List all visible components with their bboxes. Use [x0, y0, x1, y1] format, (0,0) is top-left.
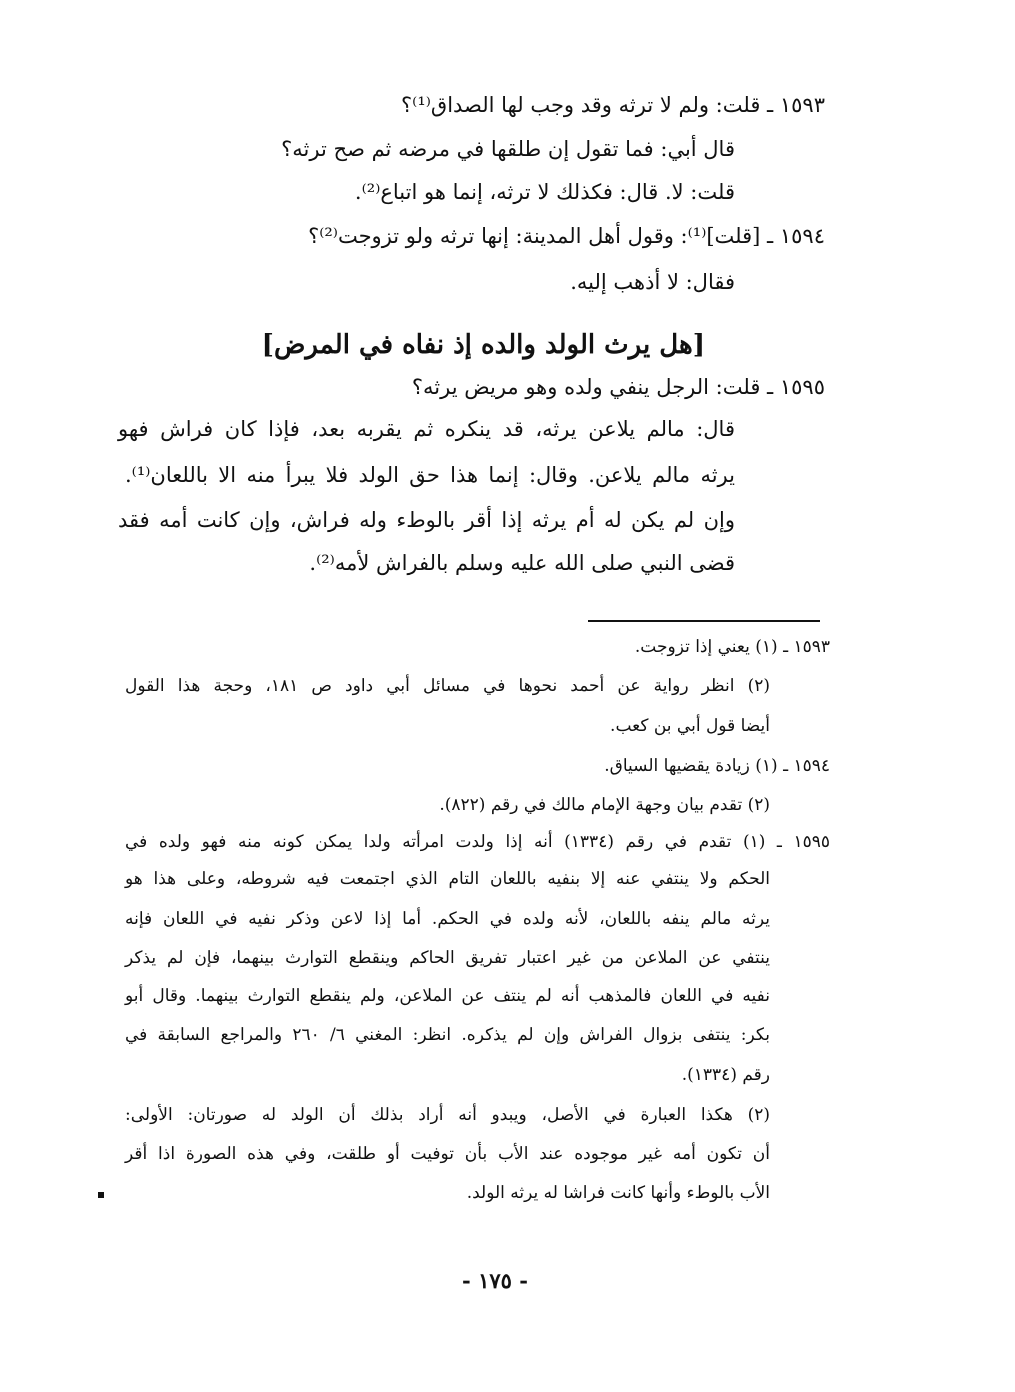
- text-line: يرثه مالم يلاعن. وقال: إنما هذا حق الولد فلا يبرأ منه الا باللعان⁽¹⁾.: [125, 463, 735, 487]
- footnote-line: الأب بالوطء وأنها كانت فراشا له يرثه الولد.: [466, 1183, 770, 1203]
- entry-1595-line: ١٥٩٥ ـ قلت: الرجل ينفي ولده وهو مريض يرثه؟: [411, 375, 825, 399]
- footnote-1593-2: (٢) انظر رواية عن أحمد نحوها في مسائل أبي داود ص ١٨١، وحجة هذا القول: [125, 676, 770, 696]
- section-heading: [هل يرث الولد والده إذ نفاه في المرض]: [261, 330, 705, 360]
- footnote-line: ينتفي عن الملاعن من غير اعتبار تفريق الحاكم وينقطع التوارث بينهما، فإن لم يذكر: [125, 948, 770, 968]
- footnote-separator: [588, 620, 820, 622]
- footnote-1595-2: (٢) هكذا العبارة في الأصل، ويبدو أنه أراد بذلك أن الولد له صورتان: الأولى:: [125, 1105, 770, 1125]
- text-line: قضى النبي صلى الله عليه وسلم بالفراش لأمه⁽²⁾.: [309, 551, 735, 575]
- text-line: قلت: لا. قال: فكذلك لا ترثه، إنما هو اتباع⁽²⁾.: [354, 180, 735, 204]
- footnote-line: بكر: ينتفى بزوال الفراش وإن لم يذكره. انظر: المغني ٦/ ٢٦٠ والمراجع السابقة في: [125, 1025, 770, 1045]
- footnote-line: رقم (١٣٣٤).: [681, 1065, 770, 1085]
- footnote-line: يرثه مالم ينفه باللعان، لأنه ولده في الحكم. أما إذا لاعن وذكر نفيه في اللعان فإنه: [125, 909, 770, 929]
- footnote-1595-1: ١٥٩٥ ـ (١) تقدم في رقم (١٣٣٤) أنه إذا ولدت امرأته ولدا يمكن كونه منه فهو ولده في: [125, 832, 831, 852]
- text-line: فقال: لا أذهب إليه.: [570, 270, 735, 294]
- footnote-line: أيضا قول أبي بن كعب.: [610, 716, 770, 736]
- footnote-line: أن تكون أمه غير موجوده عند الأب بأن توفيت أو طلقت، وفي هذه الصورة اذا أقر: [125, 1144, 770, 1164]
- text-line: قال: مالم يلاعن يرثه، قد ينكره ثم يقربه بعد، فإذا كان فراش فهو: [118, 417, 735, 441]
- entry-1594-line: ١٥٩٤ ـ [قلت]⁽¹⁾: وقول أهل المدينة: إنها ترثه ولو تزوجت⁽²⁾؟: [308, 224, 825, 248]
- entry-1593-line: ١٥٩٣ ـ قلت: ولم لا ترثه وقد وجب لها الصداق⁽¹⁾؟: [401, 93, 825, 117]
- footnote-line: نفيه في اللعان فالمذهب أنه لم ينتف عن الملاعن، ولم ينقطع التوارث بينهما. وقال أبو: [125, 986, 770, 1006]
- text-line: وإن لم يكن له أم يرثه إذا أقر بالوطء وله فراش، وإن كانت أمه فقد: [118, 508, 735, 532]
- text-line: قال أبي: فما تقول إن طلقها في مرضه ثم صح ترثه؟: [281, 137, 735, 161]
- footnote-line: الحكم ولا ينتفي عنه إلا بنفيه باللعان التام الذي اجتمعت فيه شروطه، وعلى هذا هو: [125, 869, 770, 889]
- footnote-1593-1: ١٥٩٣ ـ (١) يعني إذا تزوجت.: [634, 637, 830, 657]
- margin-mark: [98, 1192, 104, 1198]
- footnote-1594-2: (٢) تقدم بيان وجهة الإمام مالك في رقم (٨٢٢).: [439, 795, 770, 815]
- footnote-1594-1: ١٥٩٤ ـ (١) زيادة يقضيها السياق.: [604, 756, 830, 776]
- page-number: - ١٧٥ -: [462, 1268, 528, 1293]
